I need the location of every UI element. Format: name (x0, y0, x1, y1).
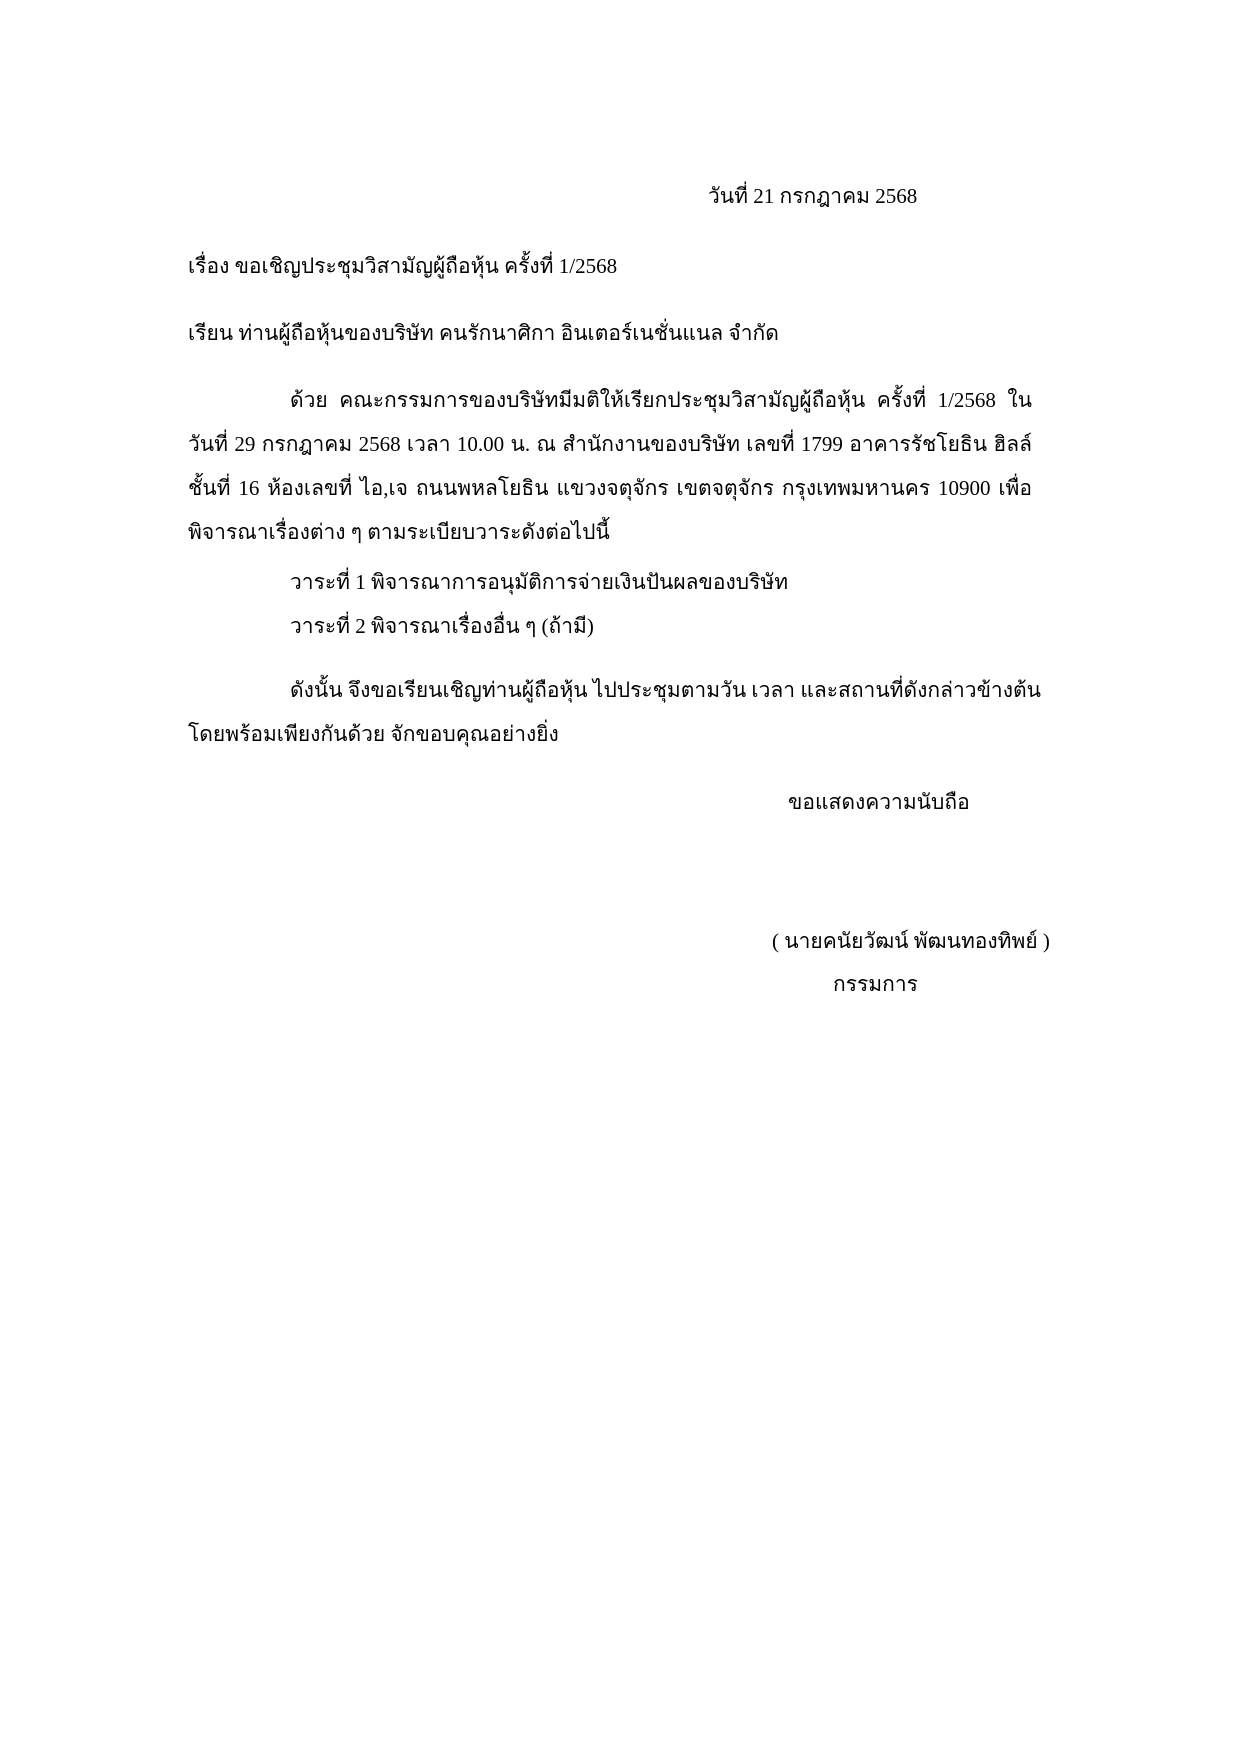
signer-title: กรรมการ (833, 972, 918, 996)
agenda-item: วาระที่ 2 พิจารณาเรื่องอื่น ๆ (ถ้ามี) (290, 614, 594, 638)
letter-recipient: เรียน ท่านผู้ถือหุ้นของบริษัท คนรักนาศิกา อินเตอร์เนชั่นแนล จำกัด (188, 321, 779, 345)
signer-name: ( นายคนัยวัฒน์ พัฒนทองทิพย์ ) (772, 929, 1050, 953)
body-line: พิจารณาเรื่องต่าง ๆ ตามระเบียบวาระดังต่อไปนี้ (188, 520, 610, 544)
body-line: ชั้นที่ 16 ห้องเลขที่ ไอ,เจ ถนนพหลโยธิน แขวงจตุจักร เขตจตุจักร กรุงเทพมหานคร 10900 เพื่อ (188, 476, 1032, 500)
body-line: ด้วย คณะกรรมการของบริษัทมีมติให้เรียกประชุมวิสามัญผู้ถือหุ้น ครั้งที่ 1/2568 ใน (290, 388, 1032, 412)
agenda-item: วาระที่ 1 พิจารณาการอนุมัติการจ่ายเงินปันผลของบริษัท (290, 570, 789, 594)
closing-line: โดยพร้อมเพียงกันด้วย จักขอบคุณอย่างยิ่ง (188, 722, 559, 746)
letter-date: วันที่ 21 กรกฎาคม 2568 (708, 184, 918, 208)
body-line: วันที่ 29 กรกฎาคม 2568 เวลา 10.00 น. ณ สำนักงานของบริษัท เลขที่ 1799 อาคารรัชโยธิน ฮิลล์ (188, 432, 1032, 456)
letter-subject: เรื่อง ขอเชิญประชุมวิสามัญผู้ถือหุ้น ครั้งที่ 1/2568 (188, 254, 618, 278)
salutation: ขอแสดงความนับถือ (788, 790, 970, 814)
closing-line: ดังนั้น จึงขอเรียนเชิญท่านผู้ถือหุ้น ไปประชุมตามวัน เวลา และสถานที่ดังกล่าวข้างต้น (290, 678, 1041, 702)
